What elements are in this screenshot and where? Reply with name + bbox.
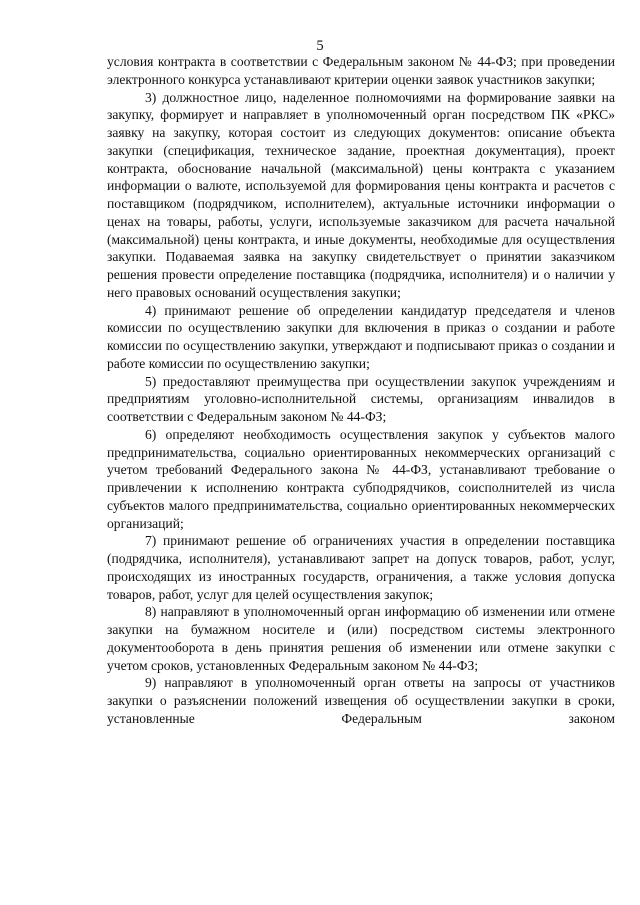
page-number: 5 [316, 38, 324, 54]
list-item-3: 3) должностное лицо, наделенное полномочиями на формирование заявки на закупку, формирует и направляет в уполномоченный орган посредством ПК «РКС» заявку на закупку, которая состоит из следующих документов: описание объекта закупки (спецификация, техническое задание, проектная документация), проект контракта, обоснование начальной (максимальной) цены контракта с указанием информации о валюте, используемой для формирования цены контракта и расчетов с поставщиком (подрядчиком, исполнителем), актуальные источники информации о ценах на товары, работы, услуги, используемые заказчиком для расчета начальной (максимальной) цены контракта, и иные документы, необходимые для осуществления закупки. Подаваемая заявка на закупку свидетельствует о принятии заказчиком решения провести определение поставщика (подрядчика, исполнителя) и о наличии у него правовых оснований осуществления закупки; [107, 89, 615, 300]
list-item-4: 4) принимают решение об определении кандидатур председателя и членов комиссии по осуществлению закупки для включения в приказ о создании и работе комиссии по осуществлению закупки, утверждают и подписывают приказ о создании и работе комиссии по осуществлению закупки; [107, 302, 615, 371]
list-item-7: 7) принимают решение об ограничениях участия в определении поставщика (подрядчика, исполнителя), устанавливают запрет на допуск товаров, работ, услуг, происходящих из иностранных государств, ограничения, а также условия допуска товаров, работ, услуг для целей осуществления закупок; [107, 533, 615, 602]
list-item-8: 8) направляют в уполномоченный орган информацию об изменении или отмене закупки на бумажном носителе и (или) посредством системы электронного документооборота в день принятия решения об изменении или отмене закупки с учетом сроков, установленных Федеральным законом № 44-ФЗ; [107, 604, 615, 673]
list-item-9: 9) направляют в уполномоченный орган ответы на запросы от участников закупки о разъяснении положений извещения об осуществлении закупки в сроки, установленные Федеральным законом [107, 675, 615, 726]
document-body [107, 53, 615, 728]
list-item-6: 6) определяют необходимость осуществления закупок у субъектов малого предпринимательства, социально ориентированных некоммерческих организаций с учетом требований Федерального закона № 44-ФЗ, устанавливают требование о привлечении к исполнению контракта субподрядчиков, соисполнителей из числа субъектов малого предпринимательства, социально ориентированных некоммерческих организаций; [107, 426, 615, 531]
list-item-5: 5) предоставляют преимущества при осуществлении закупок учреждениям и предприятиям уголовно-исполнительной системы, организациям инвалидов в соответствии с Федеральным законом № 44-ФЗ; [107, 373, 615, 424]
paragraph-continuation: условия контракта в соответствии с Федеральным законом № 44-ФЗ; при проведении электронного конкурса устанавливают критерии оценки заявок участников закупки; [107, 54, 615, 87]
